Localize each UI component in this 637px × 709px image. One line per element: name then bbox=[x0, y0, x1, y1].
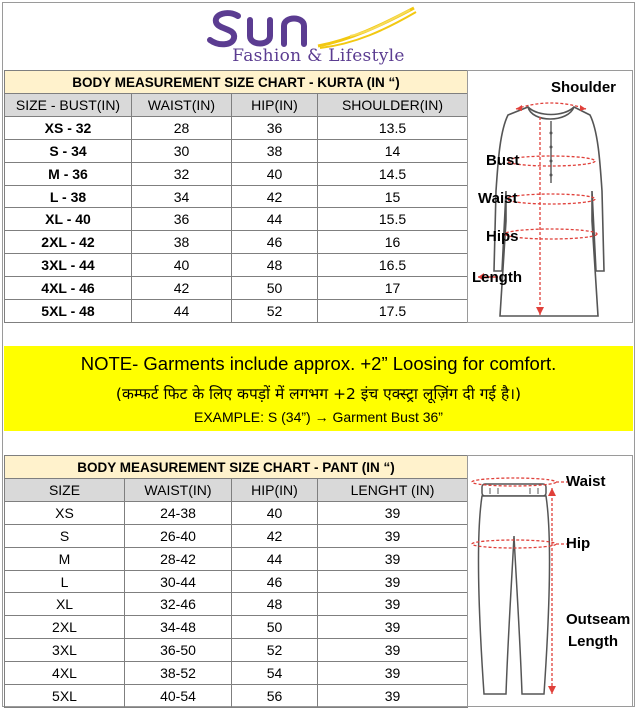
note-example-text: EXAMPLE: S (34”) → Garment Bust 36” bbox=[194, 409, 443, 425]
pant-table-cell: 39 bbox=[318, 593, 468, 616]
kurta-table-row bbox=[5, 139, 468, 162]
kurta-header-hip: HIP(IN) bbox=[232, 94, 318, 117]
kurta-table-row bbox=[5, 231, 468, 254]
kurta-table-cell: 16.5 bbox=[318, 254, 468, 277]
kurta-table-row bbox=[5, 208, 468, 231]
pant-table-cell: 24-38 bbox=[125, 501, 232, 524]
kurta-table-cell: 2XL - 42 bbox=[5, 231, 132, 254]
comfort-note bbox=[4, 346, 633, 431]
kurta-table-cell: 30 bbox=[132, 139, 232, 162]
pant-table-cell: 39 bbox=[318, 639, 468, 662]
pant-table-cell: 39 bbox=[318, 524, 468, 547]
pant-table-row bbox=[5, 662, 468, 685]
kurta-table-cell: 5XL - 48 bbox=[5, 300, 132, 323]
kurta-table-cell: 38 bbox=[132, 231, 232, 254]
pant-table-body bbox=[5, 501, 468, 707]
pant-table-cell: 4XL bbox=[5, 662, 125, 685]
kurta-table-cell: 50 bbox=[232, 277, 318, 300]
kurta-table-cell: 15.5 bbox=[318, 208, 468, 231]
kurta-table-cell: 14 bbox=[318, 139, 468, 162]
kurta-table-cell: 42 bbox=[232, 185, 318, 208]
kurta-table-cell: XS - 32 bbox=[5, 116, 132, 139]
pant-table-cell: S bbox=[5, 524, 125, 547]
kurta-table-cell: 16 bbox=[318, 231, 468, 254]
pant-header-size: SIZE bbox=[5, 479, 125, 502]
kurta-table-cell: 38 bbox=[232, 139, 318, 162]
kurta-table-cell: 46 bbox=[232, 231, 318, 254]
kurta-table-cell: 32 bbox=[132, 162, 232, 185]
pant-table-row bbox=[5, 639, 468, 662]
kurta-header-waist: WAIST(IN) bbox=[132, 94, 232, 117]
kurta-label-length: Length bbox=[472, 269, 522, 286]
kurta-table-body bbox=[5, 116, 468, 322]
pant-table-cell: 39 bbox=[318, 501, 468, 524]
kurta-size-table bbox=[4, 70, 468, 323]
pant-header-length: LENGHT (IN) bbox=[318, 479, 468, 502]
kurta-header-shoulder: SHOULDER(IN) bbox=[318, 94, 468, 117]
pant-table-cell: 50 bbox=[232, 616, 318, 639]
pant-table-cell: 34-48 bbox=[125, 616, 232, 639]
kurta-table-cell: 4XL - 46 bbox=[5, 277, 132, 300]
pant-table-title: BODY MEASUREMENT SIZE CHART - PANT (IN “) bbox=[5, 456, 468, 479]
kurta-table-cell: 42 bbox=[132, 277, 232, 300]
kurta-table-cell: 40 bbox=[232, 162, 318, 185]
pant-table-cell: 39 bbox=[318, 685, 468, 708]
pant-table-cell: XS bbox=[5, 501, 125, 524]
pant-table-cell: 54 bbox=[232, 662, 318, 685]
kurta-diagram bbox=[467, 70, 633, 323]
pant-table-cell: 26-40 bbox=[125, 524, 232, 547]
pant-table-cell: 5XL bbox=[5, 685, 125, 708]
kurta-table-cell: 48 bbox=[232, 254, 318, 277]
kurta-table-cell: 52 bbox=[232, 300, 318, 323]
kurta-table-cell: 40 bbox=[132, 254, 232, 277]
kurta-table-cell: 17 bbox=[318, 277, 468, 300]
kurta-label-bust: Bust bbox=[486, 152, 520, 169]
kurta-table-cell: 3XL - 44 bbox=[5, 254, 132, 277]
pant-table-cell: L bbox=[5, 570, 125, 593]
pant-table-row bbox=[5, 547, 468, 570]
pant-table-cell: 28-42 bbox=[125, 547, 232, 570]
pant-table-cell: 46 bbox=[232, 570, 318, 593]
note-main-text: NOTE- Garments include approx. +2” Loosing for comfort. bbox=[80, 353, 557, 374]
kurta-table-row bbox=[5, 277, 468, 300]
kurta-table-row bbox=[5, 185, 468, 208]
pant-table-cell: 39 bbox=[318, 547, 468, 570]
pant-table-cell: 44 bbox=[232, 547, 318, 570]
pant-table-row bbox=[5, 685, 468, 708]
pant-table-cell: 40-54 bbox=[125, 685, 232, 708]
kurta-table-row bbox=[5, 300, 468, 323]
kurta-table-cell: 44 bbox=[232, 208, 318, 231]
kurta-table-cell: 36 bbox=[232, 116, 318, 139]
pant-table-row bbox=[5, 616, 468, 639]
pant-label-hip: Hip bbox=[566, 535, 591, 552]
pant-table-cell: 3XL bbox=[5, 639, 125, 662]
brand-logo bbox=[0, 4, 637, 70]
pant-table-cell: XL bbox=[5, 593, 125, 616]
pant-table-cell: 38-52 bbox=[125, 662, 232, 685]
pant-table-cell: 39 bbox=[318, 616, 468, 639]
kurta-table-cell: 13.5 bbox=[318, 116, 468, 139]
kurta-table-row bbox=[5, 162, 468, 185]
pant-diagram bbox=[467, 455, 633, 707]
kurta-table-cell: XL - 40 bbox=[5, 208, 132, 231]
kurta-table-title: BODY MEASUREMENT SIZE CHART - KURTA (IN “) bbox=[5, 71, 468, 94]
kurta-table-cell: 44 bbox=[132, 300, 232, 323]
pant-table-cell: M bbox=[5, 547, 125, 570]
pant-header-waist: WAIST(IN) bbox=[125, 479, 232, 502]
pant-size-table bbox=[4, 455, 468, 708]
brand-tagline: Fashion & Lifestyle bbox=[232, 46, 405, 66]
kurta-table-cell: 34 bbox=[132, 185, 232, 208]
pant-illustration bbox=[468, 456, 634, 708]
pant-header-hip: HIP(IN) bbox=[232, 479, 318, 502]
kurta-table-cell: S - 34 bbox=[5, 139, 132, 162]
kurta-table-cell: 14.5 bbox=[318, 162, 468, 185]
pant-table-row bbox=[5, 593, 468, 616]
pant-table-cell: 40 bbox=[232, 501, 318, 524]
note-hindi-text: (कम्फर्ट फिट के लिए कपड़ों में लगभग +2 इंच एक्स्ट्रा लूज़िंग दी गई है।) bbox=[115, 385, 522, 403]
pant-table-row bbox=[5, 524, 468, 547]
kurta-label-hips: Hips bbox=[486, 228, 519, 245]
kurta-table-cell: L - 38 bbox=[5, 185, 132, 208]
pant-table-row bbox=[5, 570, 468, 593]
pant-table-cell: 52 bbox=[232, 639, 318, 662]
pant-table-cell: 2XL bbox=[5, 616, 125, 639]
kurta-header-size: SIZE - BUST(IN) bbox=[5, 94, 132, 117]
pant-table-cell: 56 bbox=[232, 685, 318, 708]
pant-label-length: Length bbox=[568, 633, 618, 650]
kurta-table-cell: M - 36 bbox=[5, 162, 132, 185]
pant-label-waist: Waist bbox=[566, 473, 606, 490]
pant-table-cell: 48 bbox=[232, 593, 318, 616]
pant-table-cell: 30-44 bbox=[125, 570, 232, 593]
pant-table-cell: 39 bbox=[318, 662, 468, 685]
kurta-table-cell: 28 bbox=[132, 116, 232, 139]
pant-table-cell: 39 bbox=[318, 570, 468, 593]
kurta-table-row bbox=[5, 254, 468, 277]
pant-table-cell: 42 bbox=[232, 524, 318, 547]
pant-table-cell: 36-50 bbox=[125, 639, 232, 662]
kurta-table-cell: 17.5 bbox=[318, 300, 468, 323]
pant-table-row bbox=[5, 501, 468, 524]
kurta-table-row bbox=[5, 116, 468, 139]
kurta-label-waist: Waist bbox=[478, 190, 518, 207]
pant-table-cell: 32-46 bbox=[125, 593, 232, 616]
kurta-label-shoulder: Shoulder bbox=[551, 79, 617, 96]
kurta-table-cell: 36 bbox=[132, 208, 232, 231]
pant-label-outseam: Outseam bbox=[566, 611, 631, 628]
kurta-table-cell: 15 bbox=[318, 185, 468, 208]
